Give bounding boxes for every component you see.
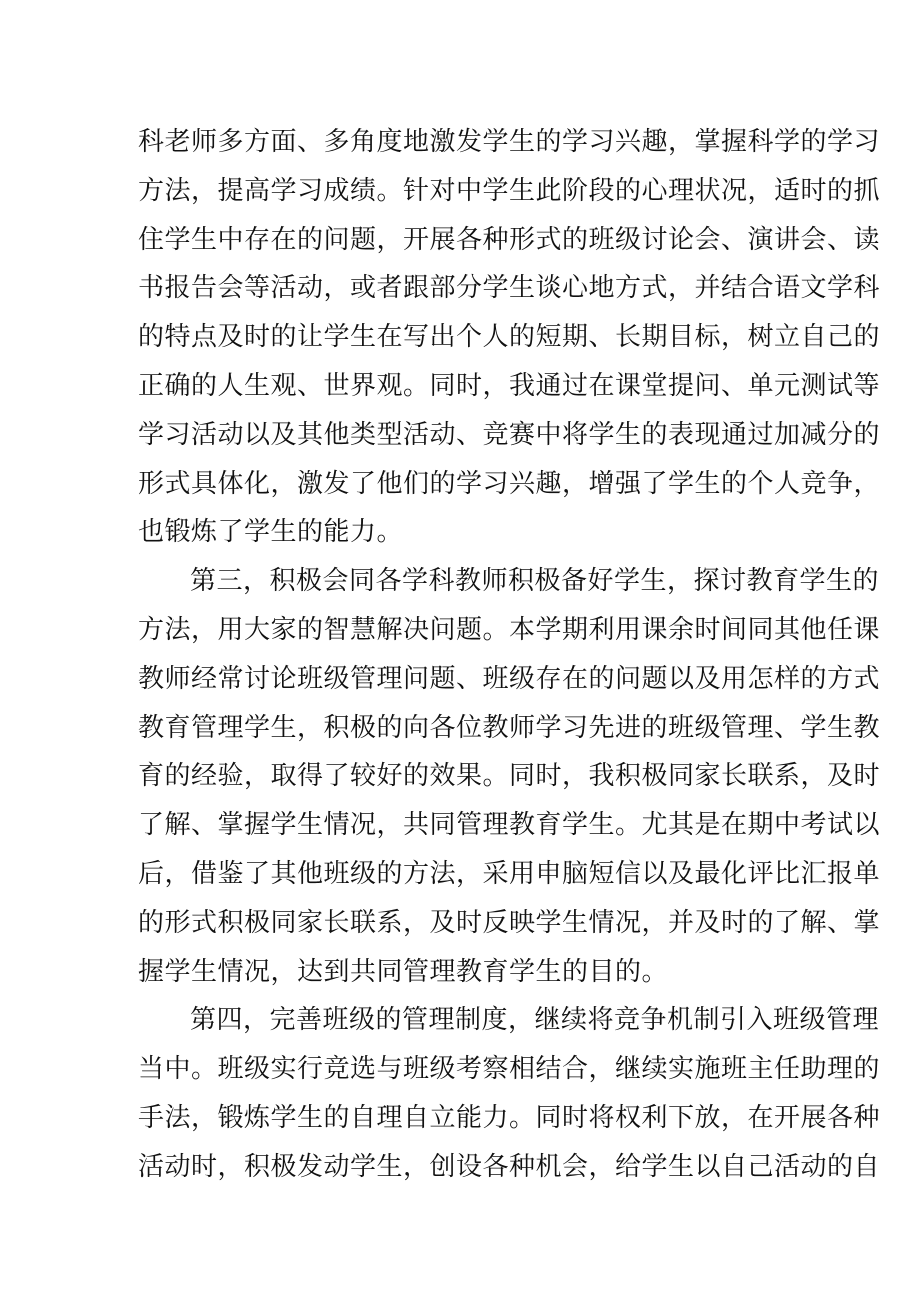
paragraph-first-line: 第四，完善班级的管理制度，继续将竞争机制引入班级管理 (190, 1005, 880, 1036)
paragraph-line: 当中。班级实行竞选与班级考察相结合，继续实施班主任助理的 (138, 1054, 881, 1085)
paragraph-line: 握学生情况，达到共同管理教育学生的目的。 (138, 956, 669, 987)
paragraph-line: 手法，锻炼学生的自理自立能力。同时将权利下放，在开展各种 (138, 1102, 881, 1133)
paragraph-line: 后，借鉴了其他班级的方法，采用申脑短信以及最化评比汇报单 (138, 858, 881, 889)
paragraph-line: 学习活动以及其他类型活动、竞赛中将学生的表现通过加减分的 (138, 419, 881, 450)
paragraph-line: 也锻炼了学生的能力。 (138, 517, 404, 548)
paragraph-line: 教师经常讨论班级管理问题、班级存在的问题以及用怎样的方式 (138, 663, 881, 694)
paragraph-line: 活动时，积极发动学生，创设各种机会，给学生以自己活动的自 (138, 1151, 881, 1182)
paragraph-line: 书报告会等活动，或者跟部分学生谈心地方式，并结合语文学科 (138, 273, 881, 304)
paragraph-line: 正确的人生观、世界观。同时，我通过在课堂提问、单元测试等 (138, 370, 881, 401)
paragraph-line: 的特点及时的让学生在写出个人的短期、长期目标，树立自己的 (138, 322, 881, 353)
paragraph-line: 住学生中存在的问题，开展各种形式的班级讨论会、演讲会、读 (138, 224, 881, 255)
paragraph-line: 了解、掌握学生情况，共同管理教育学生。尤其是在期中考试以 (138, 810, 881, 841)
paragraph-line: 教育管理学生，积极的向各位教师学习先进的班级管理、学生教 (138, 712, 881, 743)
paragraph-line: 科老师多方面、多角度地激发学生的学习兴趣，掌握科学的学习 (138, 127, 881, 157)
paragraph-line: 形式具体化，激发了他们的学习兴趣，增强了学生的个人竞争， (138, 468, 881, 499)
paragraph-first-line: 第三，积极会同各学科教师积极备好学生，探讨教育学生的 (190, 566, 880, 597)
paragraph-line: 方法，提高学习成绩。针对中学生此阶段的心理状况，适时的抓 (138, 175, 881, 206)
paragraph-line: 育的经验，取得了较好的效果。同时，我积极同家长联系，及时 (138, 761, 881, 792)
document-body (138, 118, 881, 1192)
paragraph-line: 的形式积极同家长联系，及时反映学生情况，并及时的了解、掌 (138, 907, 881, 938)
paragraph-line: 方法，用大家的智慧解决问题。本学期利用课余时间同其他任课 (138, 614, 881, 645)
